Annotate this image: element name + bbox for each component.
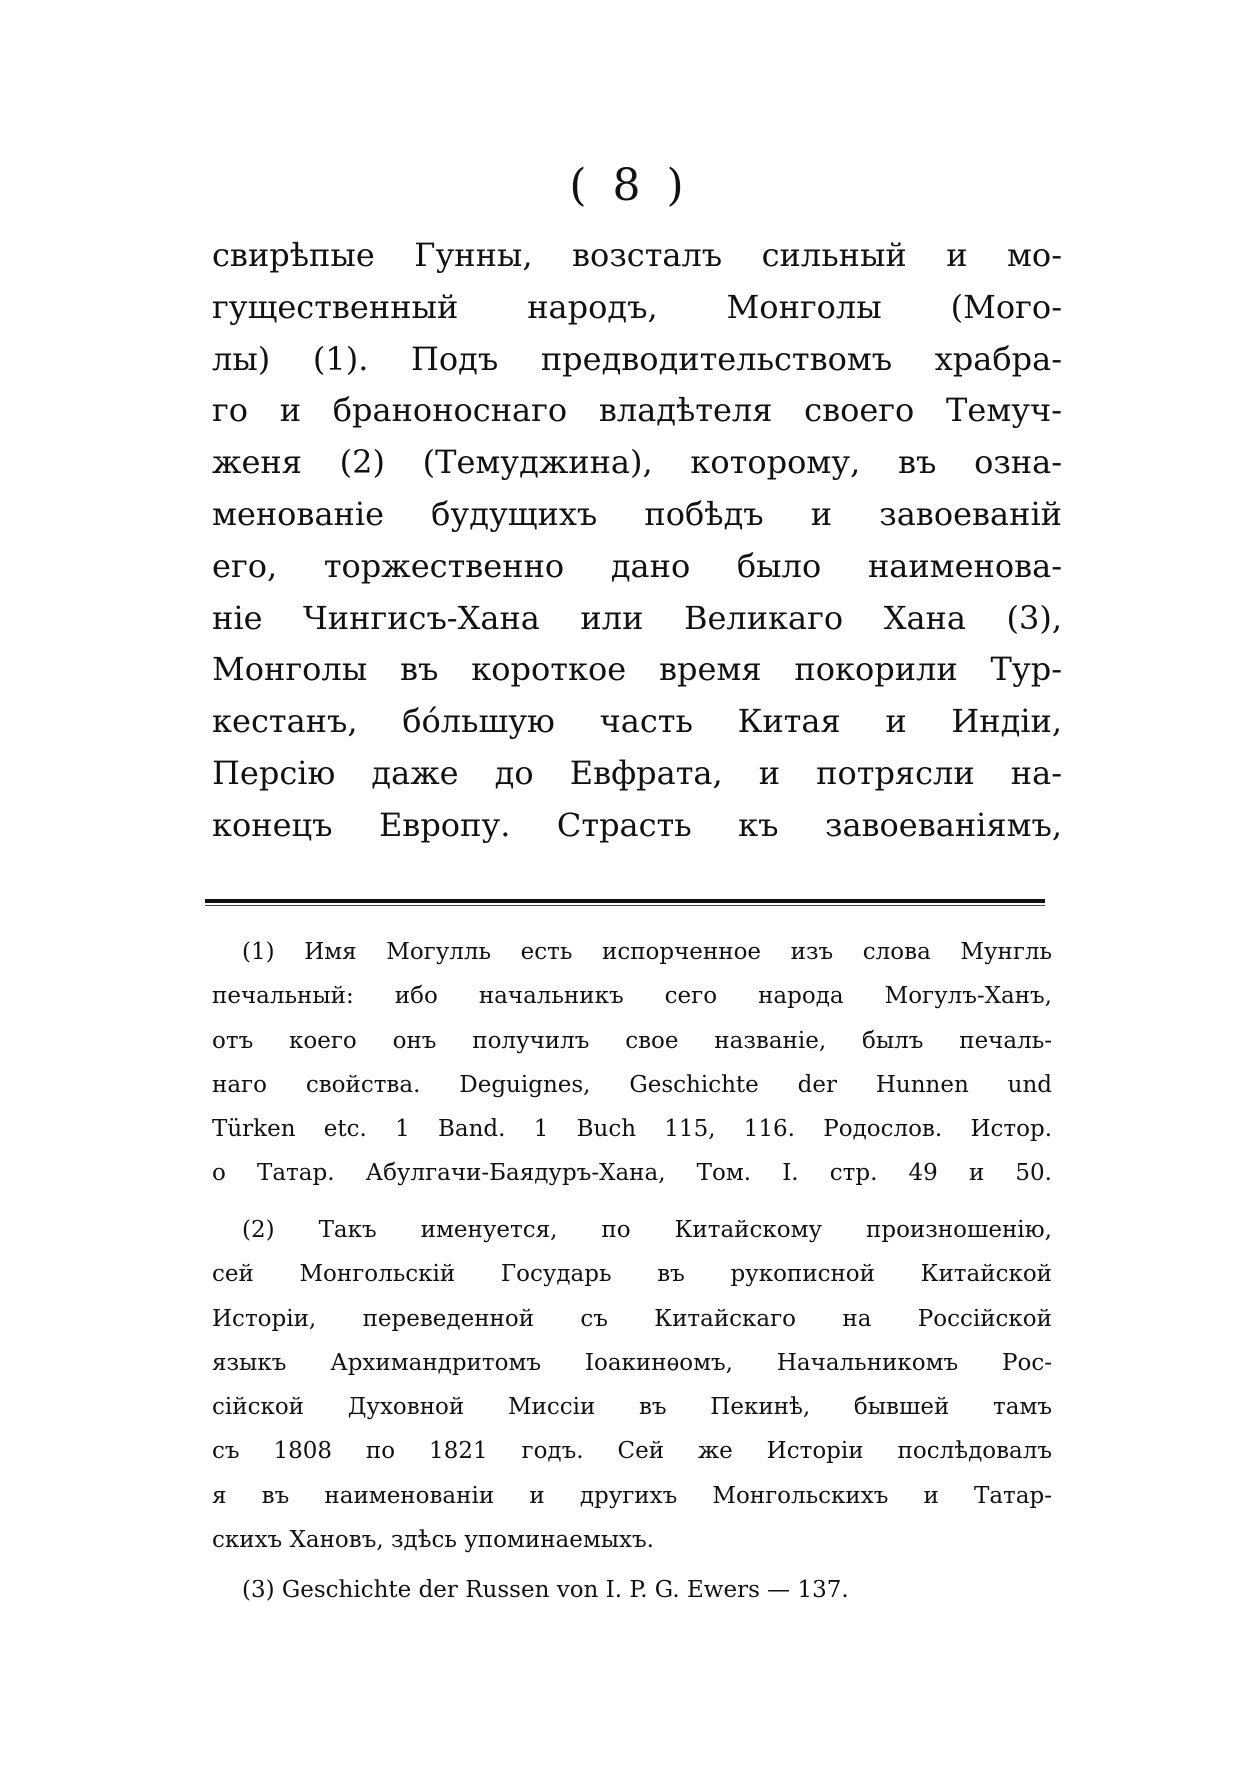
footnote-line: Исторіи, переведенной съ Китайскаго на Россійской [212, 1305, 1052, 1332]
footnote-line: (1) Имя Могулль есть испорченное изъ слова Мунгль [242, 939, 1052, 965]
footnote-separator-rule-thin [205, 905, 1045, 906]
page-number: ( 8 ) [569, 160, 690, 211]
main-text-line: го и браноноснаго владѣтеля своего Темуч- [212, 391, 1062, 430]
footnote-line: скихъ Хановъ, здѣсь упоминаемыхъ. [212, 1527, 654, 1554]
main-text-line: менованіе будущихъ побѣдъ и завоеваній [212, 494, 1062, 533]
footnote-line: печальный: ибо начальникъ сего народа Могулъ-Ханъ, [212, 983, 1052, 1010]
main-text-line: кестанъ, бóльшую часть Китая и Индіи, [212, 702, 1062, 741]
main-text-line: конецъ Европу. Страсть къ завоеваніямъ, [212, 805, 1062, 844]
footnote-line: я въ наименованіи и другихъ Монгольскихъ и Татар- [212, 1482, 1052, 1509]
footnote-line: (2) Такъ именуется, по Китайскому произношенію, [242, 1217, 1052, 1243]
main-text-line: ніе Чингисъ-Хана или Великаго Хана (3), [212, 598, 1062, 637]
footnote-line: съ 1808 по 1821 годъ. Сей же Исторіи послѣдовалъ [212, 1438, 1052, 1465]
main-text-line: свирѣпые Гунны, возсталъ сильный и мо- [212, 236, 1062, 274]
footnote-line: сей Монгольскій Государь въ рукописной Китайской [212, 1261, 1052, 1288]
main-text-line: лы) (1). Подъ предводительствомъ храбра- [212, 339, 1062, 378]
main-text-line: женя (2) (Темуджина), которому, въ озна- [212, 443, 1062, 482]
footnote-1 [212, 930, 1052, 1196]
footnote-line: сійской Духовной Миссіи въ Пекинѣ, бывшей тамъ [212, 1394, 1052, 1421]
footnote-line: языкъ Архимандритомъ Іоакинѳомъ, Начальникомъ Рос- [212, 1349, 1052, 1376]
main-text-line: его, торжественно дано было наименова- [212, 546, 1062, 585]
main-text-line: гущественный народъ, Монголы (Мого- [212, 287, 1062, 326]
footnote-line: о Татар. Абулгачи-Баядуръ-Хана, Том. I. стр. 49 и 50. [212, 1160, 1052, 1187]
main-text-line: Монголы въ короткое время покорили Тур- [212, 650, 1062, 689]
footnote-3 [212, 1568, 1052, 1612]
footnote-line: Türken etc. 1 Band. 1 Buch 115, 116. Родослов. Истор. [212, 1116, 1052, 1143]
footnote-separator-rule [205, 899, 1045, 903]
main-text-line: Персію даже до Евфрата, и потрясли на- [212, 753, 1062, 792]
footnote-line: (3) Geschichte der Russen von I. P. G. Ewers — 137. [242, 1577, 849, 1603]
footnote-line: отъ коего онъ получилъ свое названіе, былъ печаль- [212, 1027, 1052, 1054]
main-text [212, 230, 1062, 852]
footnote-2 [212, 1208, 1052, 1562]
footnote-line: наго свойства. Deguignes, Geschichte der Hunnen und [212, 1071, 1052, 1098]
